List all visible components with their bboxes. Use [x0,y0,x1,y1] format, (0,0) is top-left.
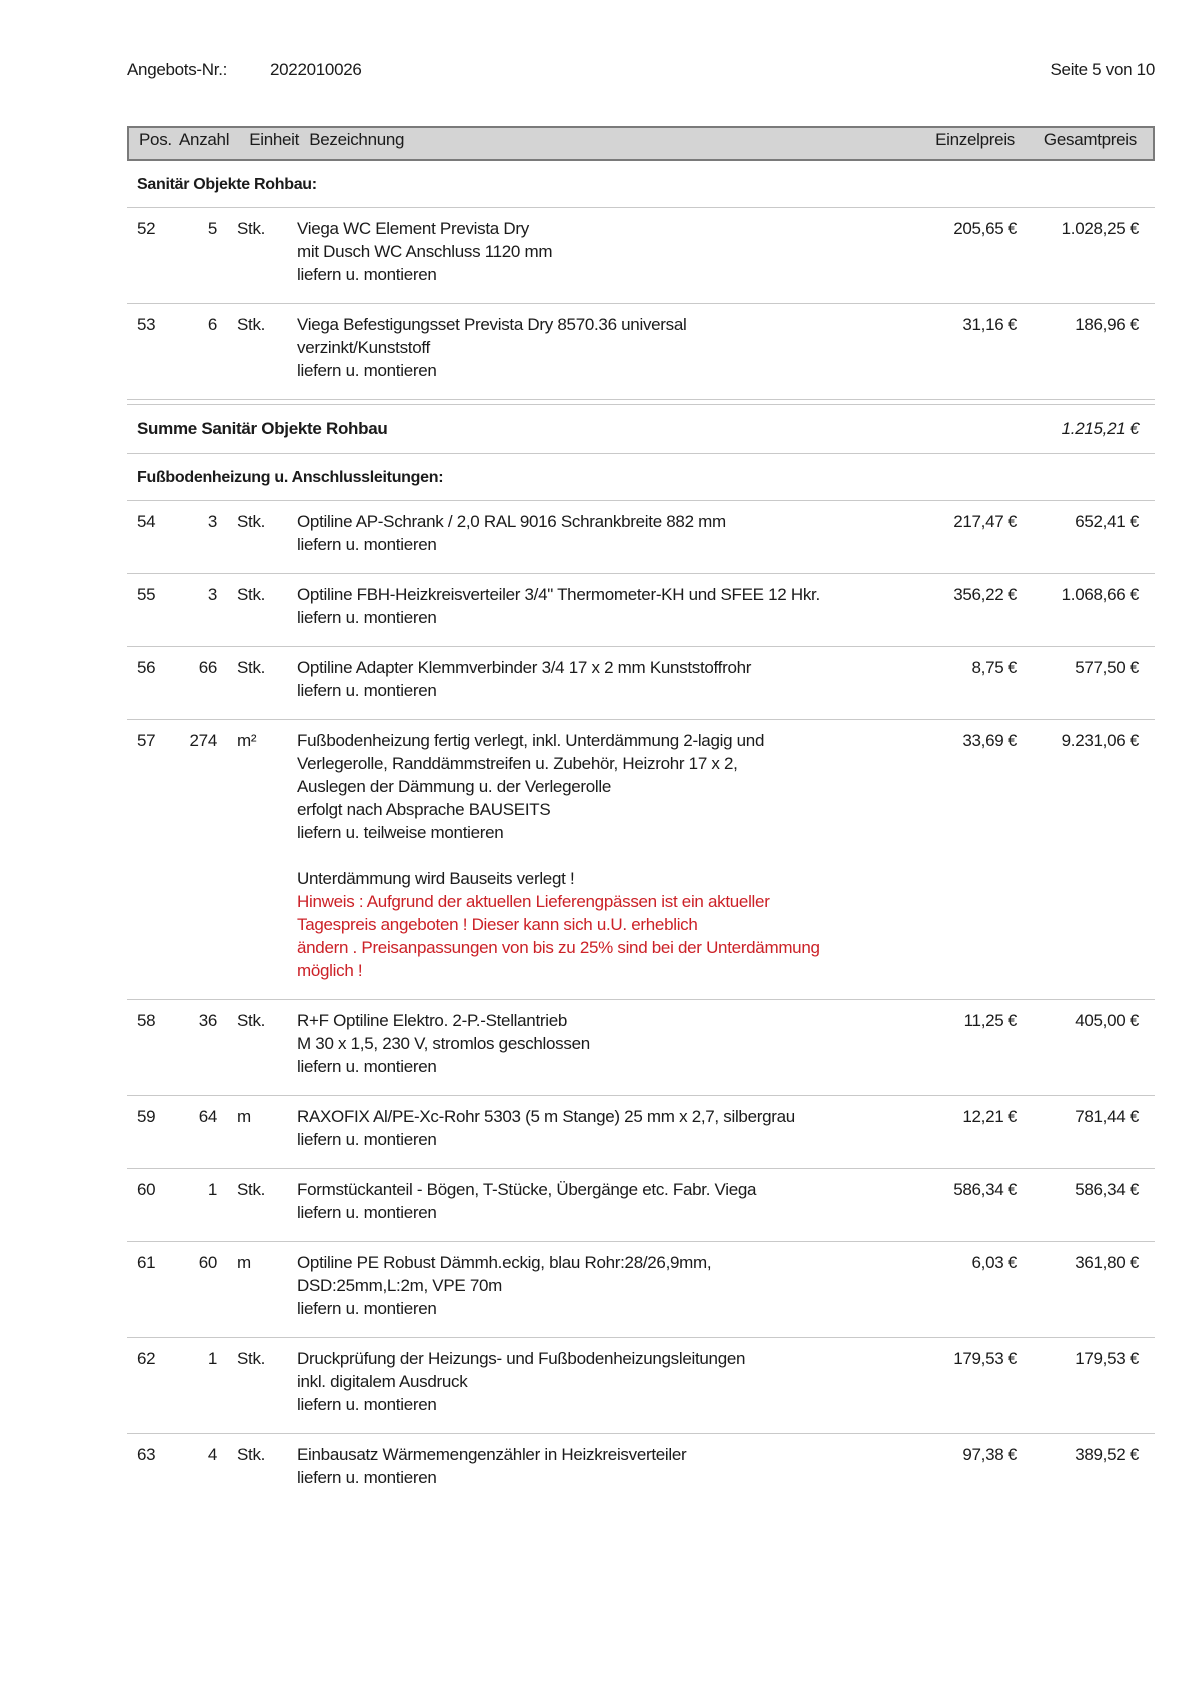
item-pos: 59 [137,1107,156,1126]
item-description-line: liefern u. montieren [297,265,437,284]
item-description-line: Unterdämmung wird Bauseits verlegt ! [297,869,575,888]
item-pos: 60 [137,1180,156,1199]
table-row [127,303,1155,399]
item-unit: m² [237,731,257,750]
item-description-note-line: ändern . Preisanpassungen von bis zu 25% sind bei der Unterdämmung [297,938,820,957]
item-pos: 61 [137,1253,156,1272]
item-description-line: liefern u. montieren [297,608,437,627]
item-description-line: liefern u. montieren [297,361,437,380]
item-description-line: liefern u. montieren [297,535,437,554]
item-description-line: Verlegerolle, Randdämmstreifen u. Zubehör, Heizrohr 17 x 2, [297,754,738,773]
item-quantity: 274 [189,731,217,750]
item-unit-price: 586,34 € [953,1180,1017,1199]
item-unit: Stk. [237,315,266,334]
item-quantity: 3 [207,585,217,604]
item-quantity: 3 [207,512,217,531]
item-unit: Stk. [237,1011,266,1030]
item-total-price: 652,41 € [1075,512,1139,531]
item-pos: 53 [137,315,156,334]
item-total-price: 1.028,25 € [1061,219,1139,238]
item-description-line: liefern u. montieren [297,1057,437,1076]
item-description-line: liefern u. montieren [297,1203,437,1222]
section-summary-row [127,404,1155,454]
table-row [127,573,1155,646]
item-pos: 58 [137,1011,156,1030]
item-total-price: 9.231,06 € [1061,731,1139,750]
item-total-price: 389,52 € [1075,1445,1139,1464]
item-unit: Stk. [237,1180,266,1199]
item-unit-price: 356,22 € [953,585,1017,604]
item-description [297,510,902,556]
document-header [127,58,1155,82]
table-row [127,207,1155,303]
table-row [127,1095,1155,1168]
item-description-line [297,844,890,867]
item-pos: 55 [137,585,156,604]
item-description-line: Optiline AP-Schrank / 2,0 RAL 9016 Schrankbreite 882 mm [297,512,726,531]
item-description-line: Optiline PE Robust Dämmh.eckig, blau Rohr:28/26,9mm, [297,1253,712,1272]
item-description-line: verzinkt/Kunststoff [297,338,430,357]
offer-number [127,58,362,82]
table-row [127,1241,1155,1337]
offer-number-label: Angebots-Nr.: [127,60,228,79]
item-unit-price: 205,65 € [953,219,1017,238]
item-description-line: liefern u. montieren [297,1468,437,1487]
column-header-einzelpreis: Einzelpreis [935,130,1015,149]
item-unit: Stk. [237,219,266,238]
item-unit-price: 8,75 € [971,658,1017,677]
column-header-gesamtpreis: Gesamtpreis [1043,130,1137,149]
item-unit-price: 97,38 € [962,1445,1017,1464]
item-description-line: Viega WC Element Prevista Dry [297,219,529,238]
item-quantity: 36 [198,1011,217,1030]
table-row [127,1168,1155,1241]
item-total-price: 781,44 € [1075,1107,1139,1126]
column-header-pos: Pos. [139,130,172,149]
column-header-einheit: Einheit [249,130,300,149]
item-description-line: liefern u. teilweise montieren [297,823,504,842]
item-description-line: inkl. digitalem Ausdruck [297,1372,468,1391]
item-description-line: Optiline FBH-Heizkreisverteiler 3/4" Thermometer-KH und SFEE 12 Hkr. [297,585,820,604]
item-total-price: 1.068,66 € [1061,585,1139,604]
table-row [127,719,1155,999]
section-title: Fußbodenheizung u. Anschlussleitungen: [137,469,444,486]
item-quantity: 4 [207,1445,217,1464]
item-description-line: liefern u. montieren [297,681,437,700]
item-pos: 57 [137,731,156,750]
column-header-bezeichnung: Bezeichnung [309,130,405,149]
item-unit-price: 11,25 € [963,1011,1017,1030]
item-description [297,1178,902,1224]
item-pos: 54 [137,512,156,531]
item-description [297,1105,902,1151]
column-header-anzahl: Anzahl [179,130,230,149]
table-column-header [127,126,1155,161]
item-unit: Stk. [237,1445,266,1464]
item-pos: 52 [137,219,156,238]
item-quantity: 60 [198,1253,217,1272]
item-description-line: Auslegen der Dämmung u. der Verlegerolle [297,777,612,796]
item-quantity: 1 [207,1180,217,1199]
item-description-line: Einbausatz Wärmemengenzähler in Heizkreisverteiler [297,1445,687,1464]
offer-number-value: 2022010026 [270,60,362,79]
item-description-line: M 30 x 1,5, 230 V, stromlos geschlossen [297,1034,590,1053]
item-unit-price: 31,16 € [962,315,1017,334]
item-description-line: liefern u. montieren [297,1299,437,1318]
item-quantity: 5 [207,219,217,238]
item-description-line: liefern u. montieren [297,1130,437,1149]
item-description-line: DSD:25mm,L:2m, VPE 70m [297,1276,503,1295]
item-description [297,656,902,702]
item-description-line: Viega Befestigungsset Prevista Dry 8570.36 universal [297,315,687,334]
table-row [127,1337,1155,1433]
item-description [297,1251,902,1320]
item-quantity: 1 [207,1349,217,1368]
item-unit-price: 12,21 € [962,1107,1017,1126]
item-description-line: mit Dusch WC Anschluss 1120 mm [297,242,553,261]
item-total-price: 179,53 € [1075,1349,1139,1368]
table-row [127,500,1155,573]
item-unit: m [237,1253,251,1272]
item-pos: 56 [137,658,156,677]
section-summary-label: Summe Sanitär Objekte Rohbau [137,419,388,438]
item-description-note-line: Tagespreis angeboten ! Dieser kann sich u.U. erheblich [297,915,698,934]
item-unit: Stk. [237,512,266,531]
item-total-price: 405,00 € [1075,1011,1139,1030]
item-unit: Stk. [237,1349,266,1368]
item-description-note-line: möglich ! [297,961,363,980]
item-description [297,1009,902,1078]
item-description-line: liefern u. montieren [297,1395,437,1414]
page-indicator: Seite 5 von 10 [1050,60,1155,79]
item-total-price: 586,34 € [1075,1180,1139,1199]
table-body [127,161,1155,1506]
item-total-price: 577,50 € [1075,658,1139,677]
section-summary-block [127,399,1155,454]
item-description-note-line: Hinweis : Aufgrund der aktuellen Lieferengpässen ist ein aktueller [297,892,770,911]
item-pos: 62 [137,1349,156,1368]
item-unit-price: 179,53 € [953,1349,1017,1368]
item-pos: 63 [137,1445,156,1464]
item-unit: m [237,1107,251,1126]
item-total-price: 186,96 € [1075,315,1139,334]
item-description-line: Formstückanteil - Bögen, T-Stücke, Übergänge etc. Fabr. Viega [297,1180,757,1199]
item-total-price: 361,80 € [1075,1253,1139,1272]
item-description [297,313,902,382]
item-unit-price: 33,69 € [962,731,1017,750]
item-unit-price: 217,47 € [953,512,1017,531]
item-unit: Stk. [237,585,266,604]
item-unit: Stk. [237,658,266,677]
item-quantity: 64 [198,1107,217,1126]
item-description [297,1443,902,1489]
item-description [297,729,902,982]
table-row [127,999,1155,1095]
section-title: Sanitär Objekte Rohbau: [137,176,317,193]
item-description-line: R+F Optiline Elektro. 2-P.-Stellantrieb [297,1011,568,1030]
item-description-line: Fußbodenheizung fertig verlegt, inkl. Unterdämmung 2-lagig und [297,731,765,750]
item-quantity: 66 [198,658,217,677]
item-description [297,583,902,629]
item-quantity: 6 [207,315,217,334]
table-row [127,646,1155,719]
item-description [297,1347,902,1416]
item-description-line: erfolgt nach Absprache BAUSEITS [297,800,551,819]
item-description-line: Optiline Adapter Klemmverbinder 3/4 17 x 2 mm Kunststoffrohr [297,658,752,677]
item-unit-price: 6,03 € [971,1253,1017,1272]
item-description-line: Druckprüfung der Heizungs- und Fußbodenheizungsleitungen [297,1349,746,1368]
item-description-line: RAXOFIX Al/PE-Xc-Rohr 5303 (5 m Stange) 25 mm x 2,7, silbergrau [297,1107,795,1126]
section-summary-total: 1.215,21 € [1061,419,1139,438]
table-row [127,1433,1155,1506]
item-description [297,217,902,286]
